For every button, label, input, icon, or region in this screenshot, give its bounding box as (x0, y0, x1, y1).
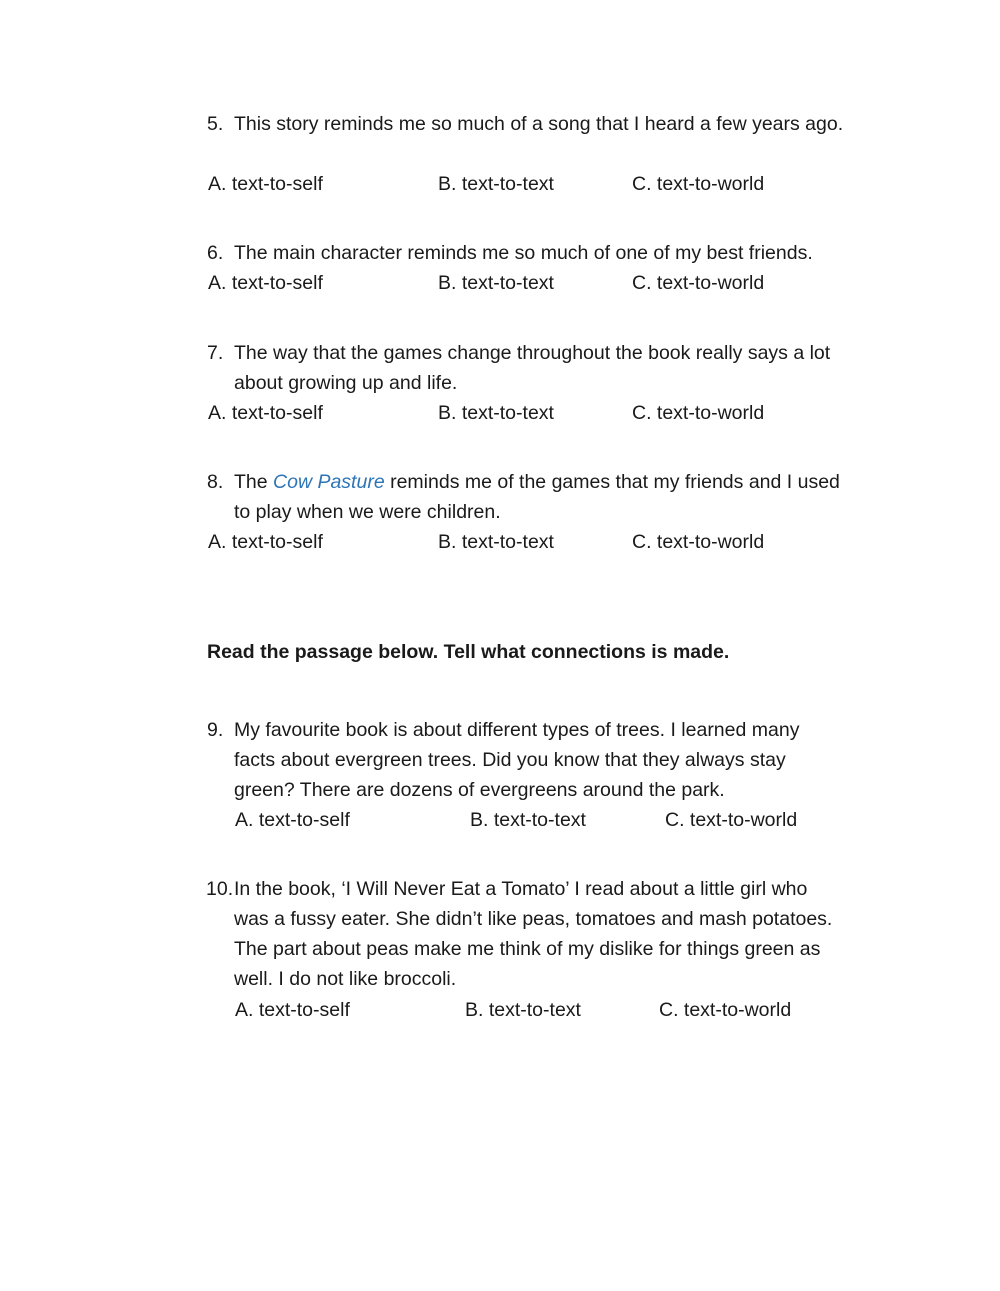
question-text: This story reminds me so much of a song that I heard a few years ago. (234, 113, 844, 135)
option-c: C. text-to-world (659, 999, 792, 1021)
question-number: 10. (206, 878, 234, 900)
option-b: B. text-to-text (438, 272, 554, 294)
question-text-line-1: My favourite book is about different types of trees. I learned many (234, 719, 800, 741)
question-text-line-1: In the book, ‘I Will Never Eat a Tomato’ I read about a little girl who (234, 878, 808, 900)
question-number: 8. (207, 471, 224, 493)
question-text-line-2: about growing up and life. (234, 372, 458, 394)
option-a: A. text-to-self (235, 999, 350, 1021)
story-title-highlight: Cow Pasture (273, 471, 385, 493)
question-number: 7. (207, 342, 224, 364)
option-c: C. text-to-world (632, 402, 765, 424)
option-a: A. text-to-self (208, 173, 323, 195)
option-a: A. text-to-self (208, 402, 323, 424)
question-text-line-2: facts about evergreen trees. Did you know that they always stay (234, 749, 786, 771)
option-b: B. text-to-text (470, 809, 586, 831)
option-c: C. text-to-world (632, 173, 765, 195)
question-number: 9. (207, 719, 224, 741)
question-text-line-4: well. I do not like broccoli. (234, 968, 457, 990)
question-number: 5. (207, 113, 224, 135)
section-instruction: Read the passage below. Tell what connections is made. (207, 641, 730, 663)
question-text-after: reminds me of the games that my friends and I used (384, 471, 840, 493)
option-a: A. text-to-self (208, 272, 323, 294)
question-text-line-1 (234, 470, 840, 494)
question-text-line-1: The way that the games change throughout the book really says a lot (234, 342, 831, 364)
option-a: A. text-to-self (208, 531, 323, 553)
option-c: C. text-to-world (632, 272, 765, 294)
question-text-line-3: green? There are dozens of evergreens around the park. (234, 779, 725, 801)
option-a: A. text-to-self (235, 809, 350, 831)
option-b: B. text-to-text (438, 402, 554, 424)
question-text: The main character reminds me so much of one of my best friends. (234, 242, 813, 264)
question-number: 6. (207, 242, 224, 264)
option-b: B. text-to-text (465, 999, 581, 1021)
option-c: C. text-to-world (632, 531, 765, 553)
option-c: C. text-to-world (665, 809, 798, 831)
question-text-line-2: to play when we were children. (234, 501, 501, 523)
question-text-line-2: was a fussy eater. She didn’t like peas, tomatoes and mash potatoes. (234, 908, 833, 930)
question-text-before: The (234, 471, 274, 493)
option-b: B. text-to-text (438, 173, 554, 195)
option-b: B. text-to-text (438, 531, 554, 553)
question-text-line-3: The part about peas make me think of my dislike for things green as (234, 938, 821, 960)
